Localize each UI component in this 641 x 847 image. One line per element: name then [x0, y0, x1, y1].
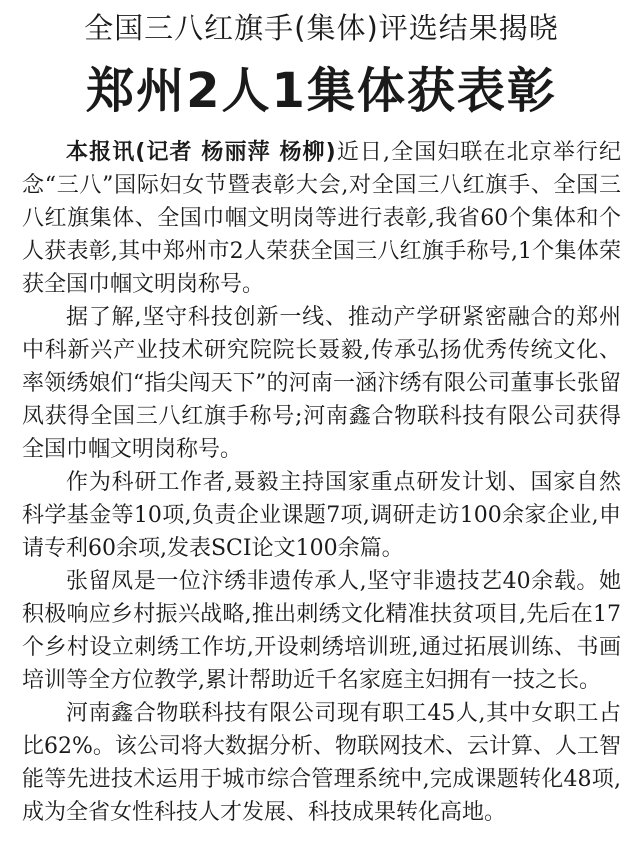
- article-paragraph-2: 据了解,坚守科技创新一线、推动产学研紧密融合的郑州中科新兴产业技术研究院院长聂毅,传承弘扬优秀传统文化、率领绣娘们“指尖闯天下”的河南一涵汴绣有限公司董事长张留凤获得全国三八红旗手称号;河南鑫合物联科技有限公司获得全国巾帼文明岗称号。: [22, 305, 621, 462]
- article-body: [22, 136, 621, 829]
- article-paragraph-1: [22, 136, 621, 301]
- article-subtitle: 全国三八红旗手(集体)评选结果揭晓: [84, 11, 559, 45]
- article-paragraph-5: 河南鑫合物联科技有限公司现有职工45人,其中女职工占比62%。该公司将大数据分析、物联网技术、云计算、人工智能等先进技术运用于城市综合管理系统中,完成课题转化48项,成为全省女性科技人才发展、科技成果转化高地。: [22, 701, 621, 825]
- article-paragraph-1-text: 近日,全国妇联在北京举行纪念“三八”国际妇女节暨表彰大会,对全国三八红旗手、全国三八红旗集体、全国巾帼文明岗等进行表彰,我省60个集体和个人获表彰,其中郑州市2人荣获全国三八红旗手称号,1个集体荣获全国巾帼文明岗称号。: [22, 140, 621, 297]
- article-headline: 郑州2人1集体获表彰: [86, 63, 557, 119]
- article-paragraph-3: 作为科研工作者,聂毅主持国家重点研发计划、国家自然科学基金等10项,负责企业课题7项,调研走访100余家企业,申请专利60余项,发表SCI论文100余篇。: [22, 470, 621, 561]
- article-byline: 本报讯(记者 杨丽萍 杨柳): [66, 140, 336, 165]
- article-paragraph-4: 张留凤是一位汴绣非遗传承人,坚守非遗技艺40余载。她积极响应乡村振兴战略,推出刺绣文化精准扶贫项目,先后在17个乡村设立刺绣工作坊,开设刺绣培训班,通过拓展训练、书画培训等全方位教学,累计帮助近千名家庭主妇拥有一技之长。: [22, 569, 621, 693]
